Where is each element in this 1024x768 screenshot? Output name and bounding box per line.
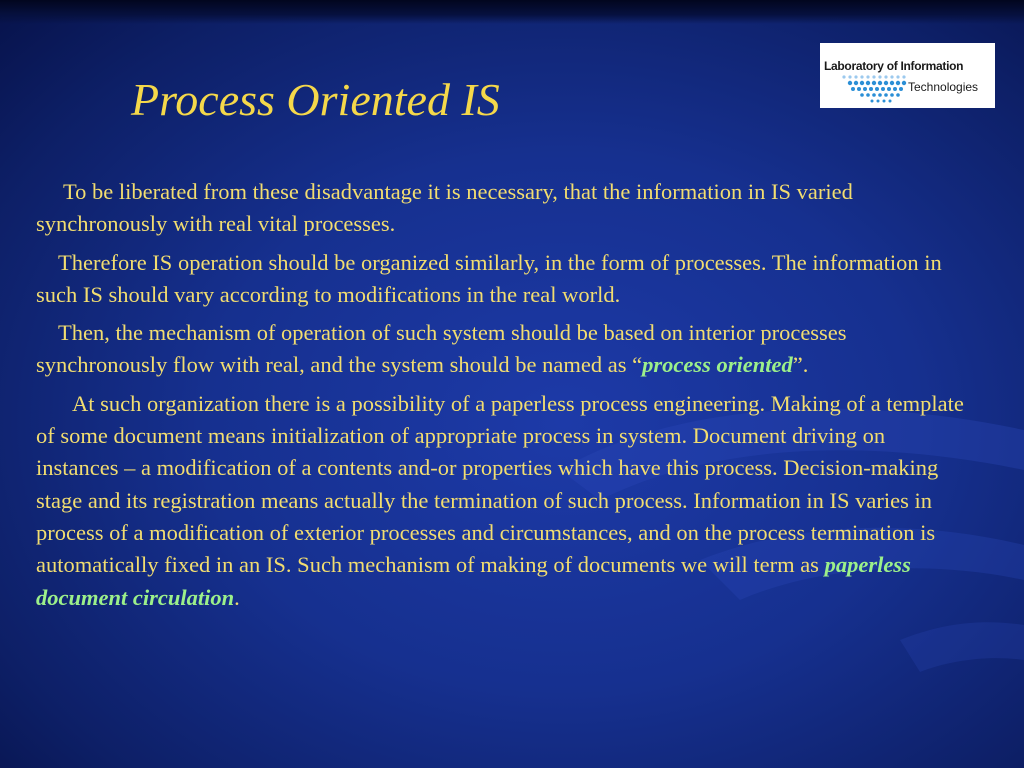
body-paragraph <box>36 317 971 382</box>
paragraph-4-end: . <box>234 584 240 610</box>
slide-top-band <box>0 0 1024 24</box>
process-oriented-highlight: process oriented <box>642 352 793 378</box>
slide-body <box>36 176 971 620</box>
paragraph-3-end: ”. <box>792 352 809 378</box>
lab-logo <box>820 43 995 108</box>
paragraph-1-text: To be liberated from these disadvantage it is necessary, that the information in IS varied synchronously with real vital processes. <box>36 179 853 237</box>
paragraph-3-text: Then, the mechanism of operation of such system should be based on interior processes synchronously flow with real, and the system should be named as “ <box>36 320 847 378</box>
paperless-circulation-highlight: paperless document circulation <box>36 552 911 610</box>
paragraph-4-text: At such organization there is a possibility of a paperless process engineering. Making of a template of some document means initialization of appropriate process in system. Document driving on instances – a modification of a contents and-or properties which have this process. Decision-making stage and its registration means actually the termination of such process. Information in IS varies in process of a modification of exterior processes and circumstances, and on the process termination is automatically fixed in an IS. Such mechanism of making of documents we will term as <box>36 390 964 578</box>
body-paragraph <box>36 176 971 241</box>
logo-dot-pattern-icon <box>820 43 995 108</box>
slide-title: Process Oriented IS <box>131 74 500 125</box>
paragraph-2-text: Therefore IS operation should be organized similarly, in the form of processes. The information in such IS should vary according to modifications in the real world. <box>36 249 942 307</box>
logo-subtitle-text: Technologies <box>908 80 979 94</box>
logo-title-text: Laboratory of Information <box>824 59 964 73</box>
body-paragraph <box>36 388 971 614</box>
body-paragraph <box>36 247 971 312</box>
